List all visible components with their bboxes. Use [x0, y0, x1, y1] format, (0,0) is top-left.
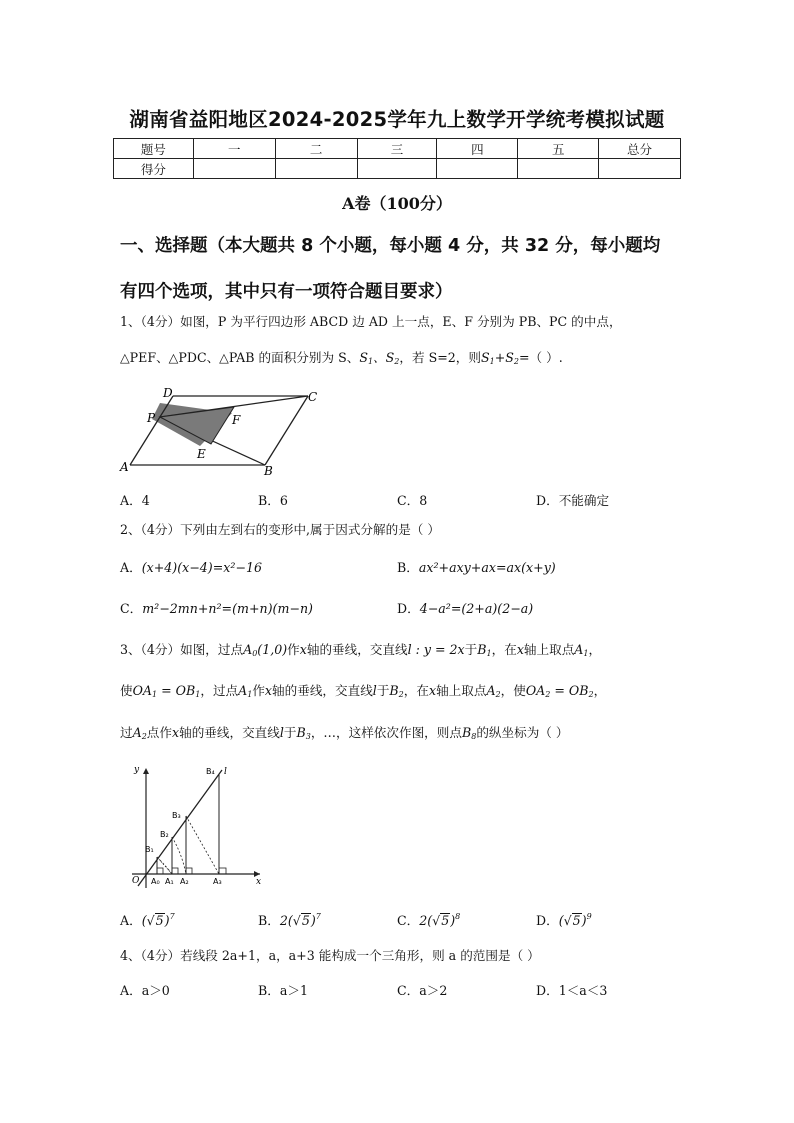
- q2-option-a: [120, 557, 262, 576]
- q1-stem-part: ，若 S=2，则: [399, 350, 481, 365]
- score-cell: [437, 159, 518, 179]
- label-o: O: [132, 876, 140, 886]
- q3-math: $OA_1 = OB_1$: [132, 683, 201, 699]
- q3-math: $A_0(1,0)$: [243, 642, 288, 658]
- q3-text: 轴上取点: [436, 683, 487, 698]
- label-b1: B₁: [145, 845, 154, 854]
- q3-option-label: C．: [397, 913, 420, 928]
- score-cell: [518, 159, 599, 179]
- q1-option-b: B．6: [258, 493, 288, 508]
- q3-exp: 7: [315, 912, 321, 921]
- score-cell: [193, 159, 275, 179]
- arc-2: [172, 837, 186, 874]
- score-header-cell: 五: [518, 139, 599, 159]
- q3-text: 作: [252, 683, 265, 698]
- q3-text: 过: [120, 725, 133, 740]
- right-angle-a2: [186, 868, 192, 874]
- q3-text: ，在: [403, 683, 429, 698]
- side-bc: [265, 396, 308, 465]
- q3-option-expr: $2(√5)^7$: [279, 912, 321, 928]
- label-b2: B₂: [160, 830, 169, 839]
- right-angle-a1: [172, 868, 178, 874]
- score-row-label: 得分: [114, 159, 194, 179]
- q3-option-label: D．: [536, 913, 559, 928]
- q2-option-c: [120, 598, 313, 617]
- score-header-cell: 二: [275, 139, 357, 159]
- q2-expr-d: 4−a²=(2+a)(2−a): [419, 601, 534, 616]
- q3-exp: 9: [586, 912, 592, 921]
- exam-title: 湖南省益阳地区2024-2025学年九上数学开学统考模拟试题: [129, 108, 665, 131]
- q3-math: $A_2$: [486, 683, 501, 699]
- q3-text: 作: [287, 642, 300, 657]
- label-f: F: [232, 413, 241, 427]
- q2-option-d: [397, 598, 533, 617]
- score-header-cell: 三: [357, 139, 437, 159]
- right-angle-a3: [219, 868, 226, 874]
- score-cell: [357, 159, 437, 179]
- q3-text: 轴上取点: [523, 642, 575, 657]
- label-y: y: [134, 765, 140, 775]
- q4-option-c: C．a＞2: [397, 983, 448, 998]
- volume-heading: A卷（100分）: [342, 194, 452, 213]
- q4-option-d: D．1＜a＜3: [536, 983, 608, 998]
- q2-option-label: B．: [397, 560, 419, 575]
- q3-text: 于: [464, 642, 478, 657]
- label-a0: A₀: [151, 877, 160, 886]
- q3-math: $A_1$: [238, 683, 253, 699]
- q3-text: 使: [120, 683, 133, 698]
- coordinate-figure: [120, 762, 270, 890]
- label-b3: B₃: [172, 811, 181, 820]
- q3-math: l : y = 2x: [407, 642, 465, 657]
- q3-option-expr: $2(√5)^8$: [419, 912, 461, 928]
- q1-option-d: D．不能确定: [536, 493, 610, 508]
- q1-stem-part: △PEF、△PDC、△PAB 的面积分别为 S、: [120, 350, 360, 365]
- q3-math: l: [279, 725, 284, 740]
- q1-math: $S_1+S_2=$: [480, 350, 530, 366]
- q3-math: $B_3$: [296, 725, 311, 741]
- q3-exp: 8: [455, 912, 461, 921]
- q3-text: 于: [283, 725, 297, 740]
- label-e: E: [197, 447, 206, 461]
- q2-expr-c: m²−2mn+n²=(m+n)(m−n): [142, 601, 313, 616]
- q3-option-label: A．: [120, 913, 142, 928]
- q1-stem-line1: 1、（4分）如图，P 为平行四边形 ABCD 边 AD 上一点，E、F 分别为 PB、PC 的中点，: [120, 314, 622, 329]
- q3-math: l: [372, 683, 377, 698]
- q1-stem-part: （ ）.: [529, 350, 563, 365]
- q3-option-a: [120, 910, 175, 929]
- score-table-score-row: [114, 159, 681, 179]
- q3-option-c: [397, 910, 460, 929]
- score-table-header-row: [114, 139, 681, 159]
- q3-option-d: [536, 910, 592, 929]
- right-angle-a0: [157, 868, 163, 874]
- q3-text: 轴的垂线，交直线: [272, 683, 373, 698]
- label-a3: A₃: [213, 877, 222, 886]
- q3-math: x: [264, 683, 273, 698]
- label-x: x: [256, 877, 262, 887]
- q2-expr-b: ax²+axy+ax=ax(x+y): [418, 560, 556, 575]
- label-a2: A₂: [180, 877, 189, 886]
- score-header-cell: 一: [193, 139, 275, 159]
- q3-text: ，在: [491, 642, 517, 657]
- q3-math: x: [516, 642, 524, 657]
- q3-stem-line1: 3、（4分）如图，过点$A_0(1,0)$作x轴的垂线，交直线l : y = 2x于$B_1$，在x轴上取点$A_1$，: [120, 642, 602, 658]
- section-heading-line: 一、选择题（本大题共 8 个小题，每小题 4 分，共 32 分，每小题均: [120, 236, 661, 256]
- q4-stem: 4、（4分）若线段 2a+1，a，a+3 能构成一个三角形，则 a 的范围是（ ）: [120, 948, 540, 963]
- section-heading-line: 有四个选项，其中只有一项符合题目要求）: [120, 282, 453, 302]
- score-header-cell: 题号: [114, 139, 194, 159]
- score-header-cell: 四: [437, 139, 518, 159]
- q2-option-label: C．: [120, 601, 143, 616]
- label-b4: B₄: [206, 767, 215, 776]
- q3-math: $B_2$: [389, 683, 404, 699]
- q1-option-a: A．4: [120, 493, 150, 508]
- q1-option-c: C．8: [397, 493, 428, 508]
- line-l: [138, 770, 222, 886]
- q3-text: ，…，这样依次作图，则点: [310, 725, 462, 740]
- score-table: [113, 138, 681, 179]
- q3-option-b: [258, 910, 321, 929]
- score-cell: [599, 159, 681, 179]
- q2-option-label: D．: [397, 601, 420, 616]
- side-da: [130, 396, 173, 465]
- label-a1: A₁: [165, 877, 174, 886]
- arc-3: [186, 816, 219, 874]
- q3-math: x: [428, 683, 437, 698]
- label-c: C: [308, 390, 318, 404]
- label-d: D: [163, 386, 173, 400]
- score-header-cell: 总分: [599, 139, 681, 159]
- q3-text: 的纵坐标为（ ）: [476, 725, 569, 740]
- q3-math: $A_1$: [574, 642, 589, 658]
- q1-math: $S_1$、$S_2$: [359, 350, 400, 366]
- q4-option-a: A．a＞0: [120, 983, 170, 998]
- score-cell: [275, 159, 357, 179]
- q3-math: $A_2$: [132, 725, 147, 741]
- q3-stem-line3: [120, 724, 700, 746]
- section-heading: [120, 223, 690, 315]
- q1-stem-line2: [120, 349, 700, 371]
- q2-expr-a: (x+4)(x−4)=x²−16: [141, 560, 262, 575]
- q3-math: $B_8$: [461, 725, 477, 741]
- q3-option-label: B．: [258, 913, 280, 928]
- q3-text: ，过点: [200, 683, 239, 698]
- q4-option-b: B．a＞1: [258, 983, 308, 998]
- label-a: A: [120, 460, 129, 474]
- q3-text: 于: [376, 683, 390, 698]
- label-l: l: [224, 767, 227, 777]
- q2-stem: 2、（4分）下列由左到右的变形中,属于因式分解的是（ ）: [120, 522, 440, 537]
- q3-math: $B_1$: [477, 642, 492, 658]
- q3-coef: 2: [419, 913, 428, 928]
- q3-text: ，使: [500, 683, 526, 698]
- q3-stem-line2: 使$OA_1 = OB_1$，过点$A_1$作x轴的垂线，交直线l于$B_2$，在x轴上取点$A_2$，使$OA_2 = OB_2$，: [120, 683, 607, 699]
- q2-option-label: A．: [120, 560, 142, 575]
- q3-option-expr: $(√5)^9$: [558, 912, 592, 928]
- q3-option-expr: $(√5)^7$: [141, 912, 175, 928]
- q2-option-b: [397, 557, 556, 576]
- label-b: B: [264, 464, 273, 476]
- q3-math: x: [171, 725, 180, 740]
- q3-math: x: [299, 642, 307, 657]
- q3-coef: 2: [279, 913, 288, 928]
- q3-text: 点作: [146, 725, 172, 740]
- dot-1: [157, 857, 172, 874]
- q3-text: 轴的垂线，交直线: [179, 725, 280, 740]
- q3-math: $OA_2 = OB_2$: [525, 683, 594, 699]
- parallelogram-figure: [112, 384, 322, 476]
- y-axis-arrow: [143, 768, 149, 774]
- q3-exp: 7: [169, 912, 175, 921]
- q3-text: 3、（4分）如图，过点: [120, 642, 244, 657]
- q3-text: 轴的垂线，交直线: [306, 642, 408, 657]
- label-p: P: [147, 411, 156, 425]
